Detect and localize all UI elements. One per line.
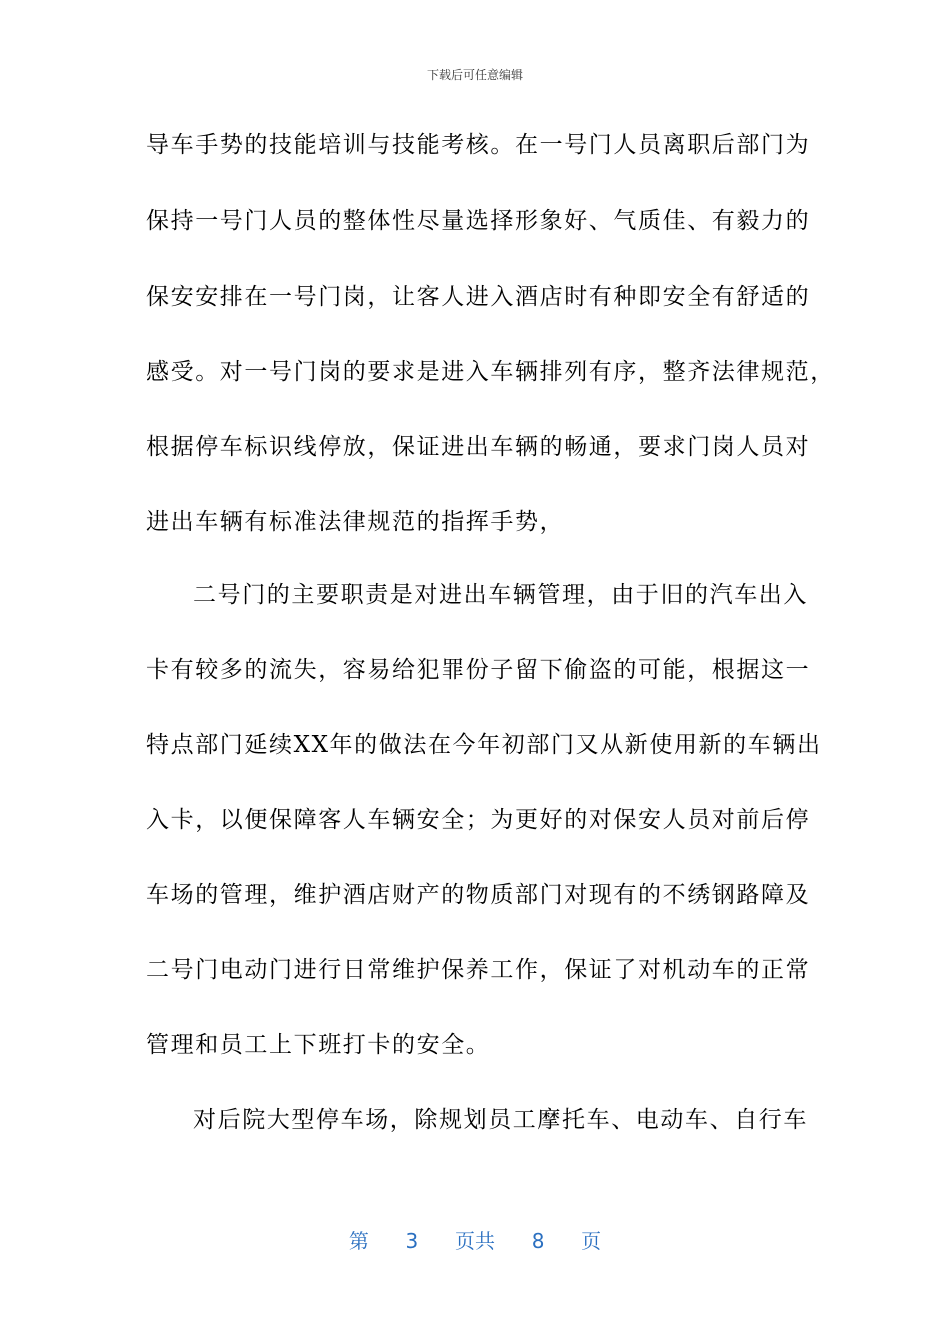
current-page: 3: [405, 1229, 419, 1253]
total-pages: 8: [531, 1229, 545, 1253]
page-prefix: 第: [348, 1229, 369, 1253]
paragraph-line: 进出车辆有标准法律规范的指挥手势，: [146, 509, 565, 535]
paragraph-line: 保持一号门人员的整体性尽量选择形象好、气质佳、有毅力的: [146, 208, 811, 234]
paragraph-line: 入卡，以便保障客人车辆安全；为更好的对保安人员对前后停: [146, 807, 811, 833]
paragraph-line: 特点部门延续XX年的做法在今年初部门又从新使用新的车辆出: [146, 732, 822, 758]
paragraph-line: 感受。对一号门岗的要求是进入车辆排列有序，整齐法律规范，: [146, 359, 835, 385]
paragraph-line: 导车手势的技能培训与技能考核。在一号门人员离职后部门为: [146, 132, 811, 158]
page-suffix: 页: [581, 1229, 602, 1253]
page-mid: 页共: [455, 1229, 495, 1253]
paragraph-line: 对后院大型停车场，除规划员工摩托车、电动车、自行车: [193, 1107, 808, 1133]
page-number: [0, 1225, 950, 1254]
paragraph-line: 管理和员工上下班打卡的安全。: [146, 1032, 491, 1058]
paragraph-line: 二号门的主要职责是对进出车辆管理，由于旧的汽车出入: [193, 582, 808, 608]
paragraph-line: 保安安排在一号门岗，让客人进入酒店时有种即安全有舒适的: [146, 284, 811, 310]
paragraph-line: 车场的管理，维护酒店财产的物质部门对现有的不绣钢路障及: [146, 882, 811, 908]
paragraph-line: 卡有较多的流失，容易给犯罪份子留下偷盗的可能，根据这一: [146, 657, 811, 683]
paragraph-line: 根据停车标识线停放，保证进出车辆的畅通，要求门岗人员对: [146, 434, 811, 460]
paragraph-line: 二号门电动门进行日常维护保养工作，保证了对机动车的正常: [146, 957, 811, 983]
header-note: 下载后可任意编辑: [426, 68, 523, 82]
